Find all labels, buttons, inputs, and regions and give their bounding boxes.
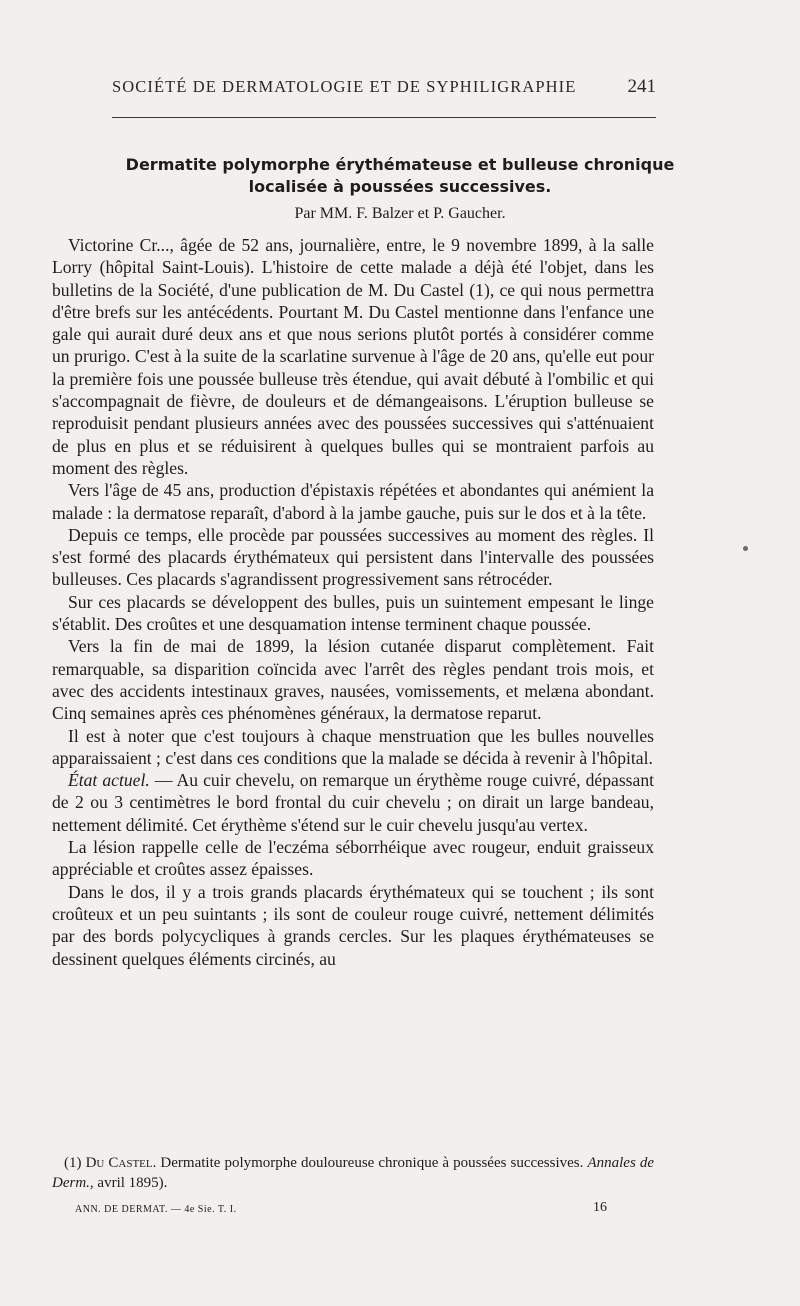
article-title (60, 154, 740, 198)
title-line-1: Dermatite polymorphe érythémateuse et bulleuse chronique (125, 155, 675, 174)
paragraph-2: Vers l'âge de 45 ans, production d'épistaxis répétées et abondantes qui anémient la malade : la dermatose reparaît, d'abord à la jambe gauche, puis sur le dos et à la tête. (52, 480, 654, 523)
article-body (52, 234, 654, 970)
ink-speck (743, 546, 748, 551)
title-line-2: localisée à poussées successives. (248, 177, 552, 196)
footnote-marker: (1) (64, 1155, 82, 1171)
paragraph-9: Dans le dos, il y a trois grands placards érythémateux qui se touchent ; ils sont croûteux et un peu suintants ; ils sont de couleur rouge cuivré, nettement délimités par des bords polycycliques à grands cercles. Sur les plaques érythémateuses se dessinent quelques éléments circinés, au (52, 881, 654, 969)
footnote-journal: Annales de Derm. (52, 1155, 655, 1191)
footnote-author: Du Castel. (85, 1155, 157, 1171)
paragraph-7-text: — Au cuir chevelu, on remarque un érythème rouge cuivré, dépassant de 2 ou 3 centimètres le bord frontal du cuir chevelu ; on dirait un large bandeau, nettement délimité. Cet érythème s'étend sur le cuir chevelu jusqu'au vertex. (52, 770, 655, 835)
paragraph-1: Victorine Cr..., âgée de 52 ans, journalière, entre, le 9 novembre 1899, à la salle Lorry (hôpital Saint-Louis). L'histoire de cette malade a déjà été l'objet, dans les bulletins de la Société, d'une publication de M. Du Castel (1), ce qui nous permettra d'être brefs sur les antécédents. Pourtant M. Du Castel mentionne dans l'enfance une gale qui aurait duré deux ans et que nous serions plutôt portés à considérer comme un prurigo. C'est à la suite de la scarlatine survenue à l'âge de 20 ans, qu'elle eut pour la première fois une poussée bulleuse très étendue, qui avait débuté à l'ombilic et qui s'accompagnait de fièvre, de douleurs et de démangeaisons. L'éruption bulleuse se reproduisit pendant plusieurs années avec des poussées successives qui s'atténuaient de plus en plus et se réduisirent à quelques bulles qui se montraient parfois au moment des règles. (52, 235, 654, 478)
paragraph-5: Vers la fin de mai de 1899, la lésion cutanée disparut complètement. Fait remarquable, sa disparition coïncida avec l'arrêt des règles pendant trois mois, et avec des accidents intestinaux graves, nausées, vomissements, et melæna abondant. Cinq semaines après ces phénomènes généraux, la dermatose reparut. (52, 636, 654, 724)
header-rule (112, 117, 656, 118)
running-header (112, 76, 656, 98)
etat-actuel-label: État actuel. (68, 770, 150, 791)
running-title: SOCIÉTÉ DE DERMATOLOGIE ET DE SYPHILIGRAPHIE (112, 77, 577, 96)
footnote (52, 1153, 654, 1193)
footnote-text: Dermatite polymorphe douloureuse chronique à poussées successives. (156, 1155, 588, 1171)
paragraph-7 (52, 769, 654, 836)
printer-signature: ANN. DE DERMAT. — 4e Sie. T. I. (75, 1204, 237, 1215)
paragraph-4: Sur ces placards se développent des bulles, puis un suintement empesant le linge s'établit. Des croûtes et une desquamation intense terminent chaque poussée. (52, 591, 654, 635)
page-number: 241 (627, 76, 656, 97)
paragraph-3: Depuis ce temps, elle procède par poussées successives au moment des règles. Il s'est formé des placards érythémateux qui persistent dans l'intervalle des poussées bulleuses. Ces placards s'agrandissent progressivement sans rétrocéder. (52, 524, 654, 590)
article-authors: Par MM. F. Balzer et P. Gaucher. (294, 205, 506, 222)
paragraph-8: La lésion rappelle celle de l'eczéma séborrhéique avec rougeur, enduit graisseux appréciable et croûtes assez épaisses. (52, 837, 654, 880)
paragraph-6: Il est à noter que c'est toujours à chaque menstruation que les bulles nouvelles apparaissaient ; c'est dans ces conditions que la malade se décida à revenir à l'hôpital. (52, 725, 654, 768)
sheet-number: 16 (593, 1200, 607, 1215)
footnote-date: , avril 1895). (89, 1175, 168, 1191)
